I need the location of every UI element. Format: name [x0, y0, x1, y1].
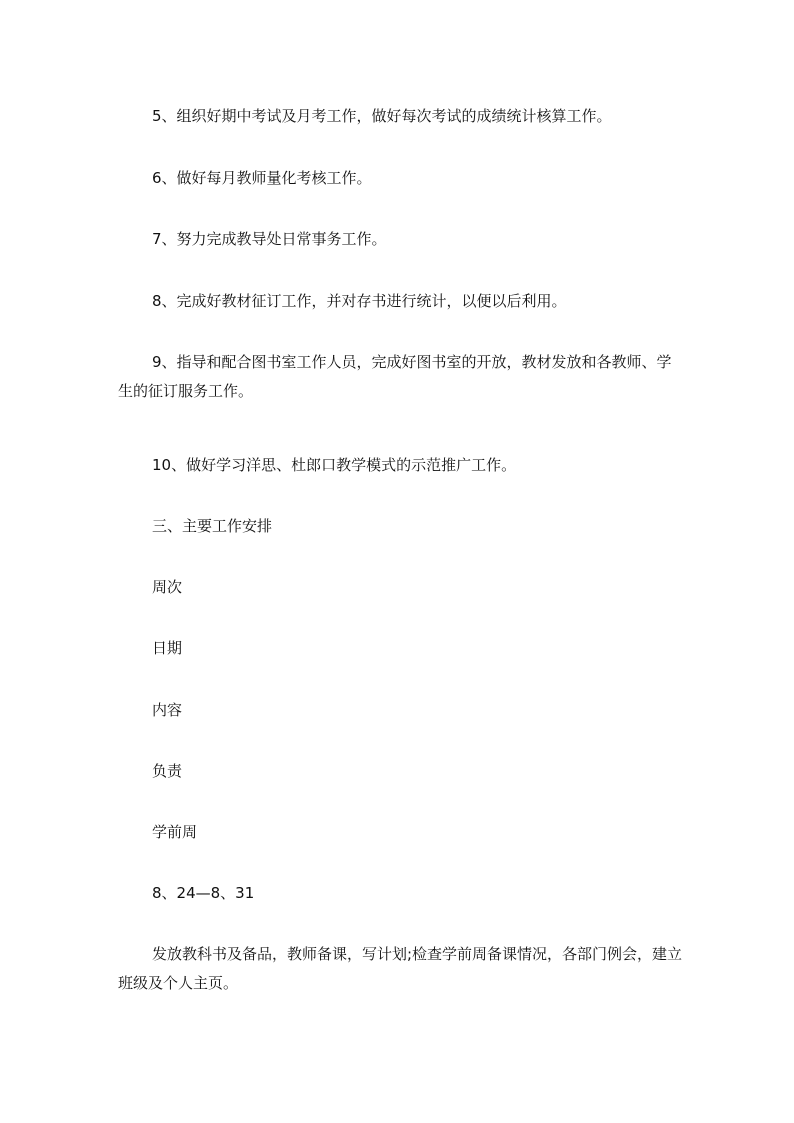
- paragraph-item-6: 6、做好每月教师量化考核工作。: [152, 169, 372, 187]
- table-value-date: 8、24—8、31: [152, 884, 255, 902]
- section-heading: 三、主要工作安排: [152, 517, 273, 535]
- paragraph-item-5: 5、组织好期中考试及月考工作，做好每次考试的成绩统计核算工作。: [152, 107, 612, 125]
- paragraph-item-10: 10、做好学习洋思、杜郎口教学模式的示范推广工作。: [152, 456, 517, 474]
- paragraph-item-7: 7、努力完成教导处日常事务工作。: [152, 230, 387, 248]
- table-label-owner: 负责: [152, 762, 183, 780]
- table-label-content: 内容: [152, 701, 183, 719]
- table-label-date: 日期: [152, 639, 183, 657]
- paragraph-item-8: 8、完成好教材征订工作，并对存书进行统计，以便以后利用。: [152, 292, 567, 310]
- paragraph-item-9: 9、指导和配合图书室工作人员，完成好图书室的开放，教材发放和各教师、学生的征订服务工作。: [118, 353, 672, 400]
- table-value-content: 发放教科书及备品，教师备课，写计划;检查学前周备课情况，各部门例会，建立班级及个人主页。: [118, 945, 683, 992]
- table-label-week: 周次: [152, 578, 183, 596]
- table-value-week: 学前周: [152, 823, 198, 841]
